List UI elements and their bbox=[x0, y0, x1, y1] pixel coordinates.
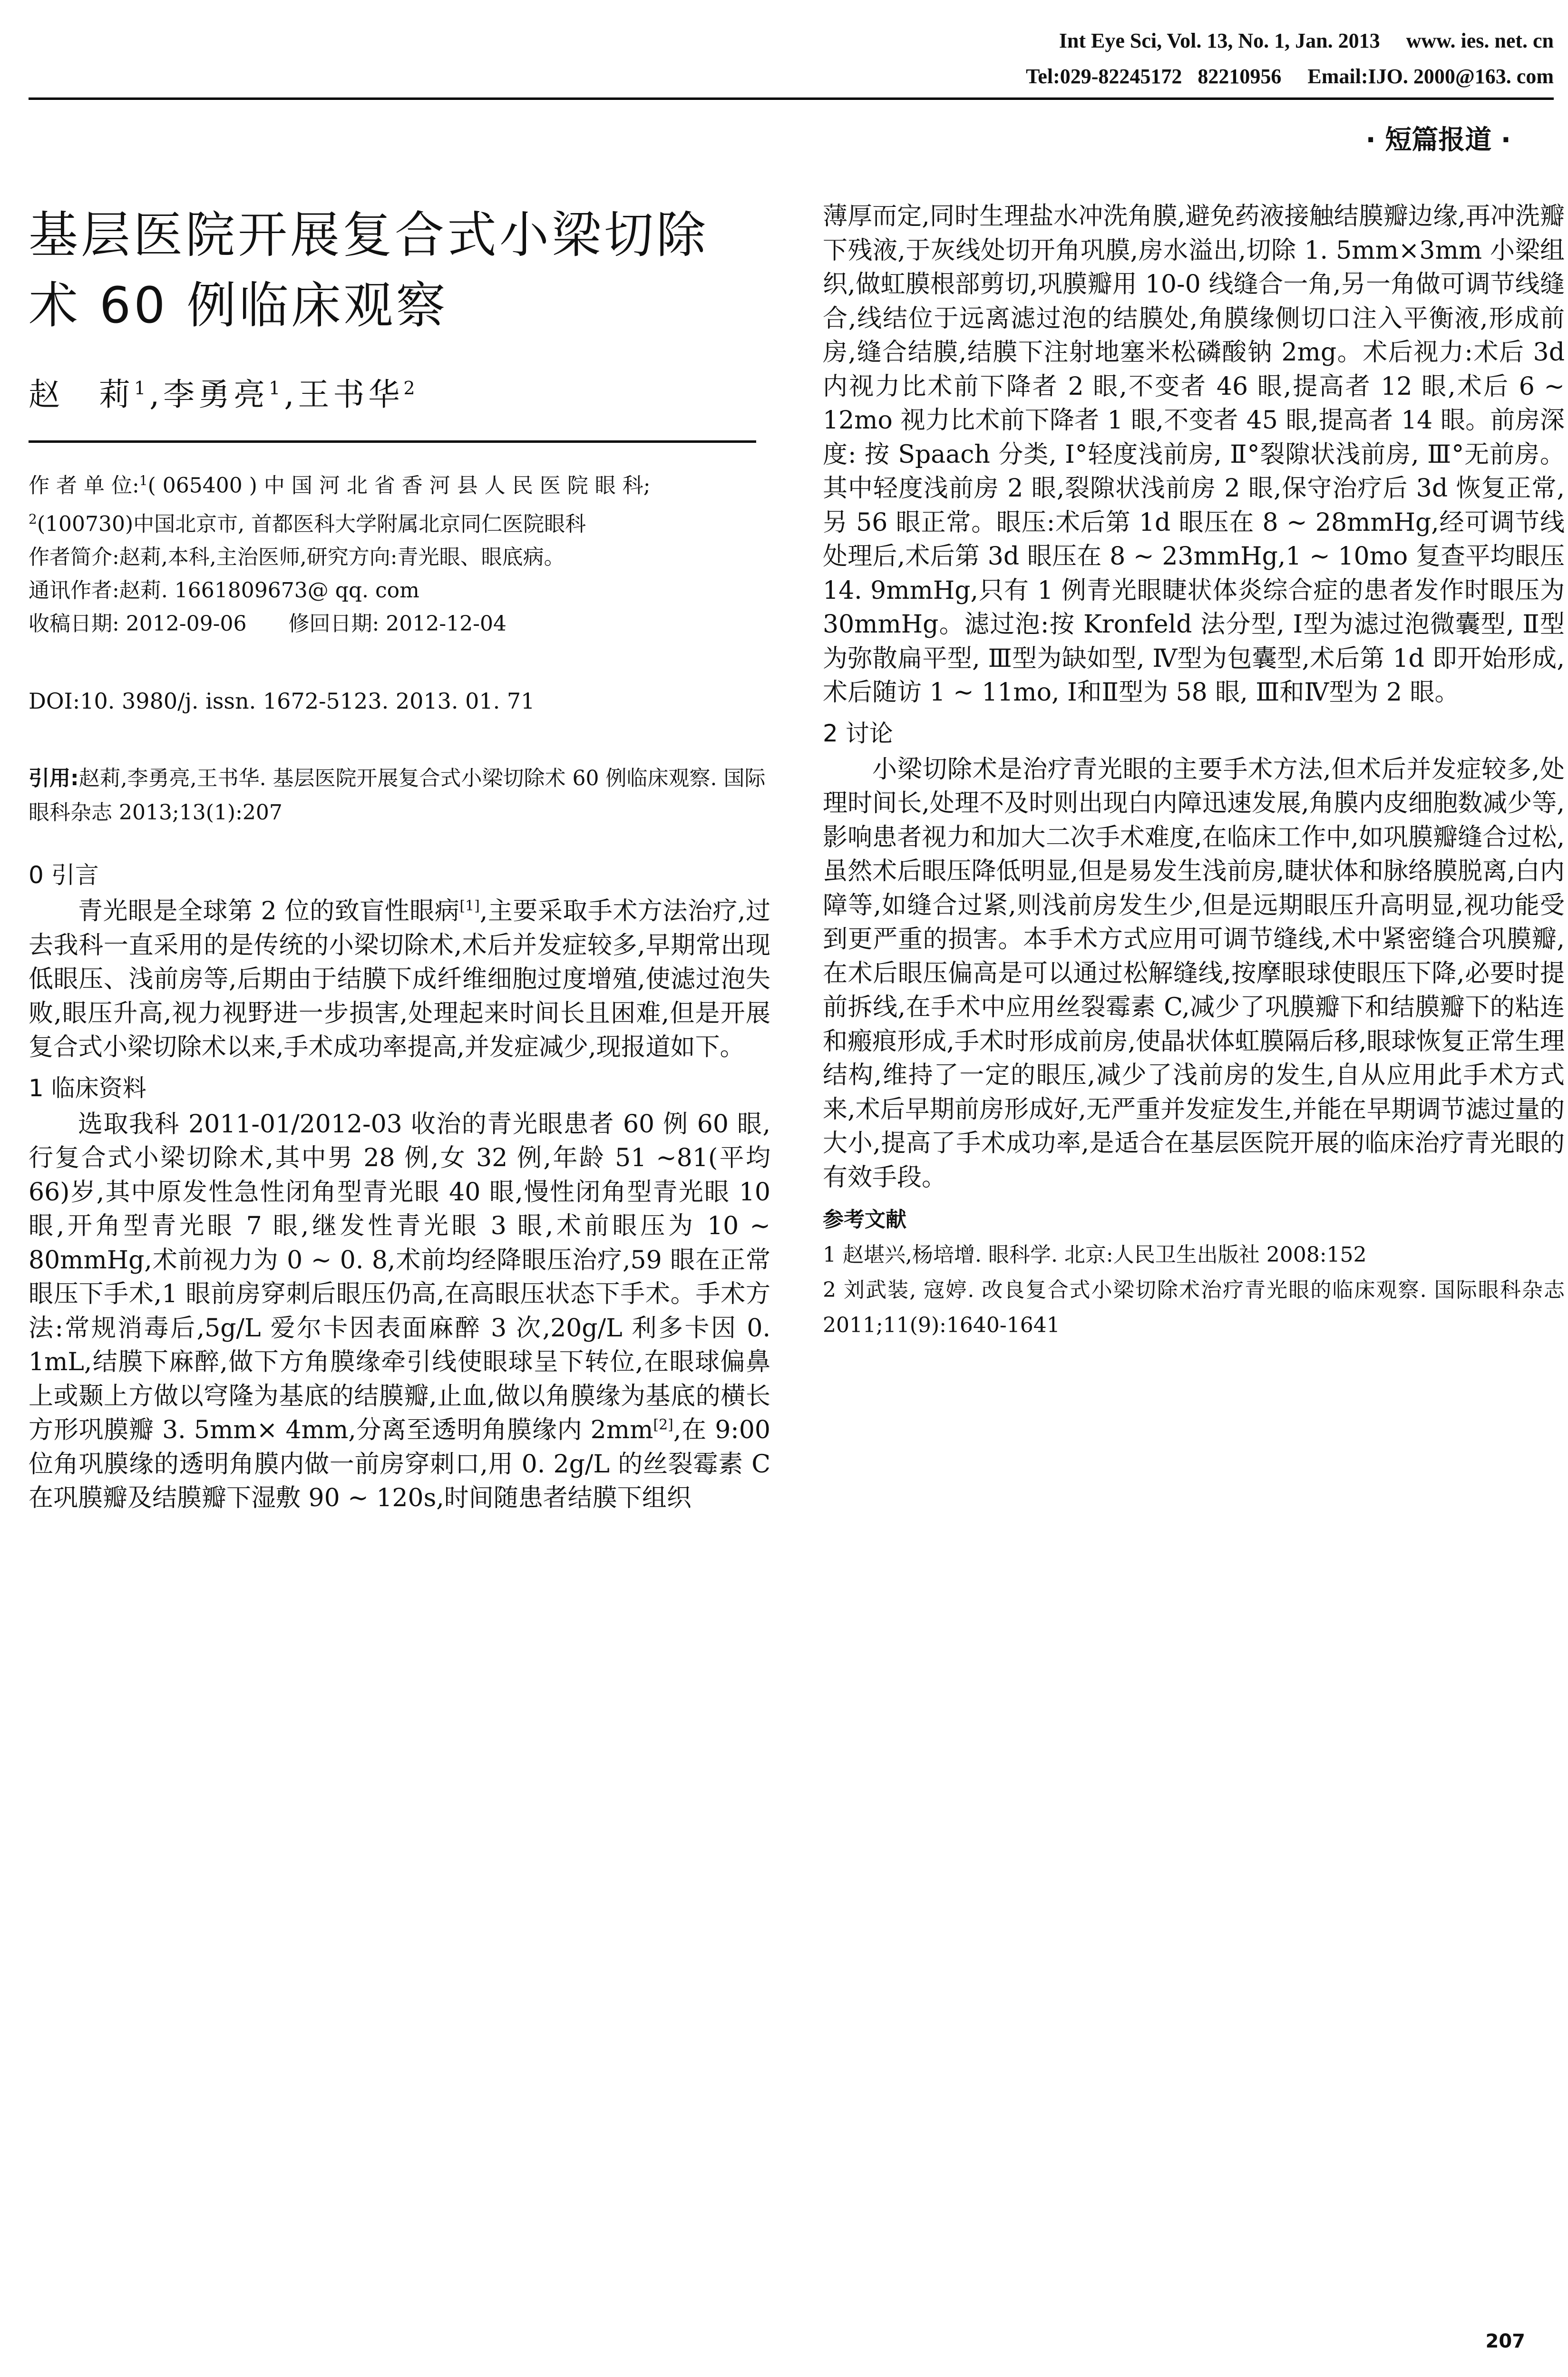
affiliation-sup: 1 bbox=[139, 473, 148, 488]
author-separator: , bbox=[284, 376, 298, 413]
affiliation-line-2 bbox=[29, 503, 770, 541]
journal-header-line1: Int Eye Sci, Vol. 13, No. 1, Jan. 2013 www. ies. net. cn bbox=[1059, 29, 1554, 52]
paragraph-text: 青光眼是全球第 2 位的致盲性眼病 bbox=[78, 897, 460, 926]
affiliation-text: (100730)中国北京市, 首都医科大学附属北京同仁医院眼科 bbox=[37, 512, 586, 536]
author-name: 王书华 bbox=[298, 376, 404, 413]
intro-paragraph bbox=[29, 895, 770, 1065]
affiliation-text: ( 065400 ) 中 国 河 北 省 香 河 县 人 民 医 院 眼 科; bbox=[147, 473, 651, 498]
reference-item: 2 刘武装, 寇婷. 改良复合式小梁切除术治疗青光眼的临床观察. 国际眼科杂志 2011;11(9):1640-1641 bbox=[823, 1278, 1565, 1337]
section-heading-discussion: 2 讨论 bbox=[823, 719, 893, 747]
section-heading-clinical: 1 临床资料 bbox=[29, 1074, 146, 1102]
author-affil-sup: 2 bbox=[403, 378, 419, 399]
author-bio: 作者简介:赵莉,本科,主治医师,研究方向:青光眼、眼底病。 bbox=[29, 545, 565, 570]
references-heading: 参考文献 bbox=[823, 1208, 906, 1232]
clinical-paragraph bbox=[29, 1108, 770, 1516]
paragraph-text: ,主要采取手术方法治疗,过去我科一直采用的是传统的小梁切除术,术后并发症较多,早期常出现低眼压、浅前房等,后期由于结膜下成纤维细胞过度增殖,使滤过泡失败,眼压升高,视力视野进一步损害,处理起来时间长且困难,但是开展复合式小梁切除术以来,手术成功率提高,并发症减少,现报道如下。 bbox=[29, 897, 770, 1062]
section-heading-intro: 0 引言 bbox=[29, 861, 99, 889]
title-line-2: 术 60 例临床观察 bbox=[29, 276, 448, 334]
affiliation-label: 作 者 单 位: bbox=[29, 473, 139, 498]
journal-header-line2: Tel:029-82245172 82210956 Email:IJO. 2000@163. com bbox=[1026, 65, 1554, 88]
header-rule bbox=[29, 97, 1554, 100]
reference-item: 1 赵堪兴,杨培增. 眼科学. 北京:人民卫生出版社 2008:152 bbox=[823, 1243, 1367, 1267]
right-column bbox=[823, 200, 1565, 1343]
page-number: 207 bbox=[1485, 2330, 1525, 2352]
column-label: · 短篇报道 · bbox=[1365, 125, 1511, 156]
article-meta bbox=[29, 464, 770, 641]
received-dates: 收稿日期: 2012-09-06 修回日期: 2012-12-04 bbox=[29, 612, 506, 636]
citation-text: 赵莉,李勇亮,王书华. 基层医院开展复合式小梁切除术 60 例临床观察. 国际眼科杂志 2013;13(1):207 bbox=[29, 766, 766, 825]
affiliation-sup: 2 bbox=[29, 511, 37, 527]
affiliation-line-1 bbox=[29, 464, 770, 503]
author-affil-sup: 1 bbox=[269, 378, 284, 399]
left-column bbox=[29, 200, 770, 1516]
article-title bbox=[29, 200, 770, 341]
citation-label: 引用: bbox=[29, 766, 79, 791]
reference-marker: [1] bbox=[459, 897, 480, 915]
corresponding-author: 通讯作者:赵莉. 1661809673@ qq. com bbox=[29, 578, 419, 603]
paragraph-text: 选取我科 2011-01/2012-03 收治的青光眼患者 60 例 60 眼,行复合式小梁切除术,其中男 28 例,女 32 例,年龄 51 ~81(平均 66)岁,其中原发性急性闭角型青光眼 40 眼,慢性闭角型青光眼 10 眼,开角型青光眼 7 眼,继发性青光眼 3 眼,术前眼压为 10 ~ 80mmHg,术前视力为 0 ~ 0. 8,术前均经降眼压治疗,59 眼在正常眼压下手术,1 眼前房穿刺后眼压仍高,在高眼压状态下手术。手术方法:常规消毒后,5g/L 爱尔卡因表面麻醉 3 次,20g/L 利多卡因 0. 1mL,结膜下麻醉,做下方角膜缘牵引线使眼球呈下转位,在眼球偏鼻上或颞上方做以穹隆为基底的结膜瓣,止血,做以角膜缘为基底的横长方形巩膜瓣 3. 5mm× 4mm,分离至透明角膜缘内 2mm bbox=[29, 1110, 770, 1445]
author-rule bbox=[29, 440, 756, 443]
doi: DOI:10. 3980/j. issn. 1672-5123. 2013. 01. 71 bbox=[29, 688, 535, 714]
citation bbox=[29, 761, 770, 830]
author-separator: , bbox=[149, 376, 164, 413]
author-affil-sup: 1 bbox=[134, 378, 150, 399]
authors bbox=[29, 369, 770, 414]
discussion-paragraph: 小梁切除术是治疗青光眼的主要手术方法,但术后并发症较多,处理时间长,处理不及时则出现白内障迅速发展,角膜内皮细胞数减少等,影响患者视力和加大二次手术难度,在临床工作中,如巩膜瓣缝合过松,虽然术后眼压降低明显,但是易发生浅前房,睫状体和脉络膜脱离,白内障等,如缝合过紧,则浅前房发生少,但是远期眼压升高明显,视功能受到更严重的损害。本手术方式应用可调节缝线,术中紧密缝合巩膜瓣,在术后眼压偏高是可以通过松解缝线,按摩眼球使眼压下降,必要时提前拆线,在手术中应用丝裂霉素 C,减少了巩膜瓣下和结膜瓣下的粘连和瘢痕形成,手术时形成前房,使晶状体虹膜隔后移,眼球恢复正常生理结构,维持了一定的眼压,减少了浅前房的发生,自从应用此手术方式来,术后早期前房形成好,无严重并发症发生,并能在早期调节滤过量的大小,提高了手术成功率,是适合在基层医院开展的临床治疗青光眼的有效手段。 bbox=[823, 755, 1565, 1192]
reference-marker: [2] bbox=[653, 1416, 673, 1433]
clinical-paragraph-continued: 薄厚而定,同时生理盐水冲洗角膜,避免药液接触结膜瓣边缘,再冲洗瓣下残液,于灰线处切开角巩膜,房水溢出,切除 1. 5mm×3mm 小梁组织,做虹膜根部剪切,巩膜瓣用 10-0 线缝合一角,另一角做可调节线缝合,线结位于远离滤过泡的结膜处,角膜缘侧切口注入平衡液,形成前房,缝合结膜,结膜下注射地塞米松磷酸钠 2mg。术后视力:术后 3d 内视力比术前下降者 2 眼,不变者 46 眼,提高者 12 眼,术后 6 ~ 12mo 视力比术前下降者 1 眼,不变者 45 眼,提高者 14 眼。前房深度: 按 Spaach 分类, Ⅰ°轻度浅前房, Ⅱ°裂隙状浅前房, Ⅲ°无前房。其中轻度浅前房 2 眼,裂隙状浅前房 2 眼,保守治疗后 3d 恢复正常,另 56 眼正常。眼压:术后第 1d 眼压在 8 ~ 28mmHg,经可调节线处理后,术后第 3d 眼压在 8 ~ 23mmHg,1 ~ 10mo 复查平均眼压 14. 9mmHg,只有 1 例青光眼睫状体炎综合症的患者发作时眼压为 30mmHg。滤过泡:按 Kronfeld 法分型, Ⅰ型为滤过泡微囊型, Ⅱ型为弥散扁平型, Ⅲ型为缺如型, Ⅳ型为包囊型,术后第 1d 即开始形成,术后随访 1 ~ 11mo, Ⅰ和Ⅱ型为 58 眼, Ⅲ和Ⅳ型为 2 眼。 bbox=[823, 202, 1565, 707]
title-line-1: 基层医院开展复合式小梁切除 bbox=[29, 206, 709, 264]
author-name: 李勇亮 bbox=[163, 376, 269, 413]
author-name: 赵 莉 bbox=[29, 376, 134, 413]
paragraph-text: ,在 9:00 位角巩膜缘的透明角膜内做一前房穿刺口,用 0. 2g/L 的丝裂霉素 C 在巩膜瓣及结膜瓣下湿敷 90 ~ 120s,时间随患者结膜下组织 bbox=[29, 1416, 770, 1513]
